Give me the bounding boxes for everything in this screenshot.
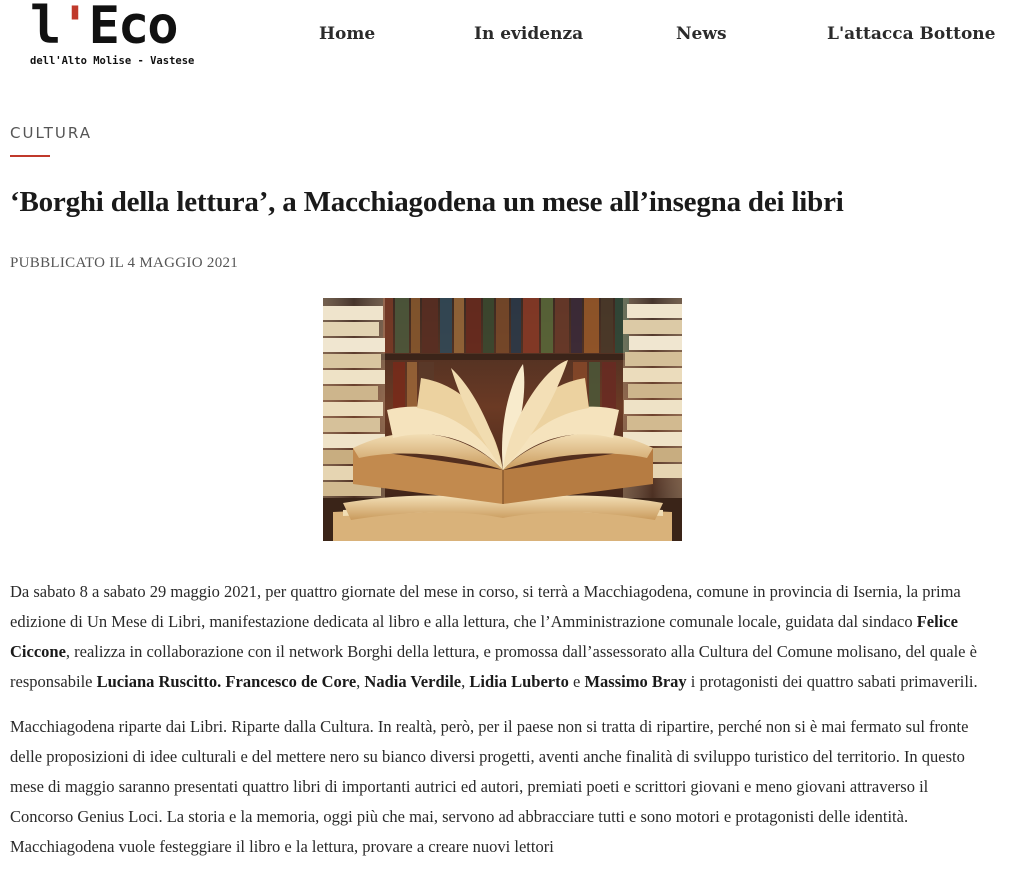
- paragraph-text: e: [568, 672, 585, 691]
- logo-letter-l: l: [30, 0, 60, 56]
- person-name: Luciana Ruscitto. Francesco de Core: [96, 672, 357, 691]
- article-body: [10, 577, 985, 877]
- paragraph-text: ,: [356, 672, 365, 691]
- logo-subtitle: dell'Alto Molise - Vastese: [30, 55, 195, 67]
- nav-home[interactable]: Home: [319, 24, 376, 44]
- paragraph-text: Da sabato 8 a sabato 29 maggio 2021, per quattro giornate del mese in corso, si terrà a Macchiagodena, comune in provincia di Isernia, la prima edizione di Un Mese di Libri, manifestazione dedicata al libro e alla lettura, che l’Amministrazione comunale locale, guidata dal sindaco: [10, 582, 961, 631]
- article-paragraph-2: Macchiagodena riparte dai Libri. Riparte dalla Cultura. In realtà, però, per il paese non si tratta di ripartire, perché non si è mai fermato sul fronte delle proposizioni di idee culturali e del mettere nero su bianco diversi progetti, aventi anche finalità di sviluppo turistico del territorio. In questo mese di maggio saranno presentati quattro libri di importanti autrici ed autori, premiati poeti e scrittori giovani e meno giovani attraverso il Concorso Genius Loci. La storia e la memoria, oggi più che mai, servono ad abbracciare tutti e sono motori e protagonisti delle identità. Macchiagodena vuole festeggiare il libro e la lettura, provare a creare nuovi lettori: [10, 717, 969, 856]
- person-name: Nadia Verdile: [364, 672, 462, 691]
- category-underline: [10, 155, 50, 157]
- logo-word-eco: Eco: [88, 0, 177, 56]
- nav-news[interactable]: News: [676, 24, 727, 44]
- article-hero-image: [323, 298, 682, 541]
- person-name: Lidia Luberto: [469, 672, 569, 691]
- paragraph-text: , realizza in collaborazione con il network Borghi della lettura, e promossa dall’assessorato alla Cultura del Comune molisano, del quale è responsabile: [10, 642, 977, 691]
- nav-in-evidenza[interactable]: In evidenza: [474, 24, 584, 44]
- article-title: ‘Borghi della lettura’, a Macchiagodena un mese all’insegna dei libri: [10, 186, 844, 218]
- nav-attacca-bottone[interactable]: L'attacca Bottone: [827, 24, 996, 44]
- person-name: Felice Ciccone: [10, 612, 958, 661]
- article-category[interactable]: CULTURA: [10, 124, 92, 142]
- main-nav: [0, 24, 1009, 52]
- publish-date: PUBBLICATO IL 4 MAGGIO 2021: [10, 255, 239, 271]
- person-name: Massimo Bray: [584, 672, 687, 691]
- paragraph-text: ,: [461, 672, 470, 691]
- article-paragraph-1: [10, 577, 985, 697]
- logo-apostrophe: ': [59, 0, 89, 56]
- paragraph-text: i protagonisti dei quattro sabati primaverili.: [686, 672, 978, 691]
- site-header: [0, 0, 1009, 82]
